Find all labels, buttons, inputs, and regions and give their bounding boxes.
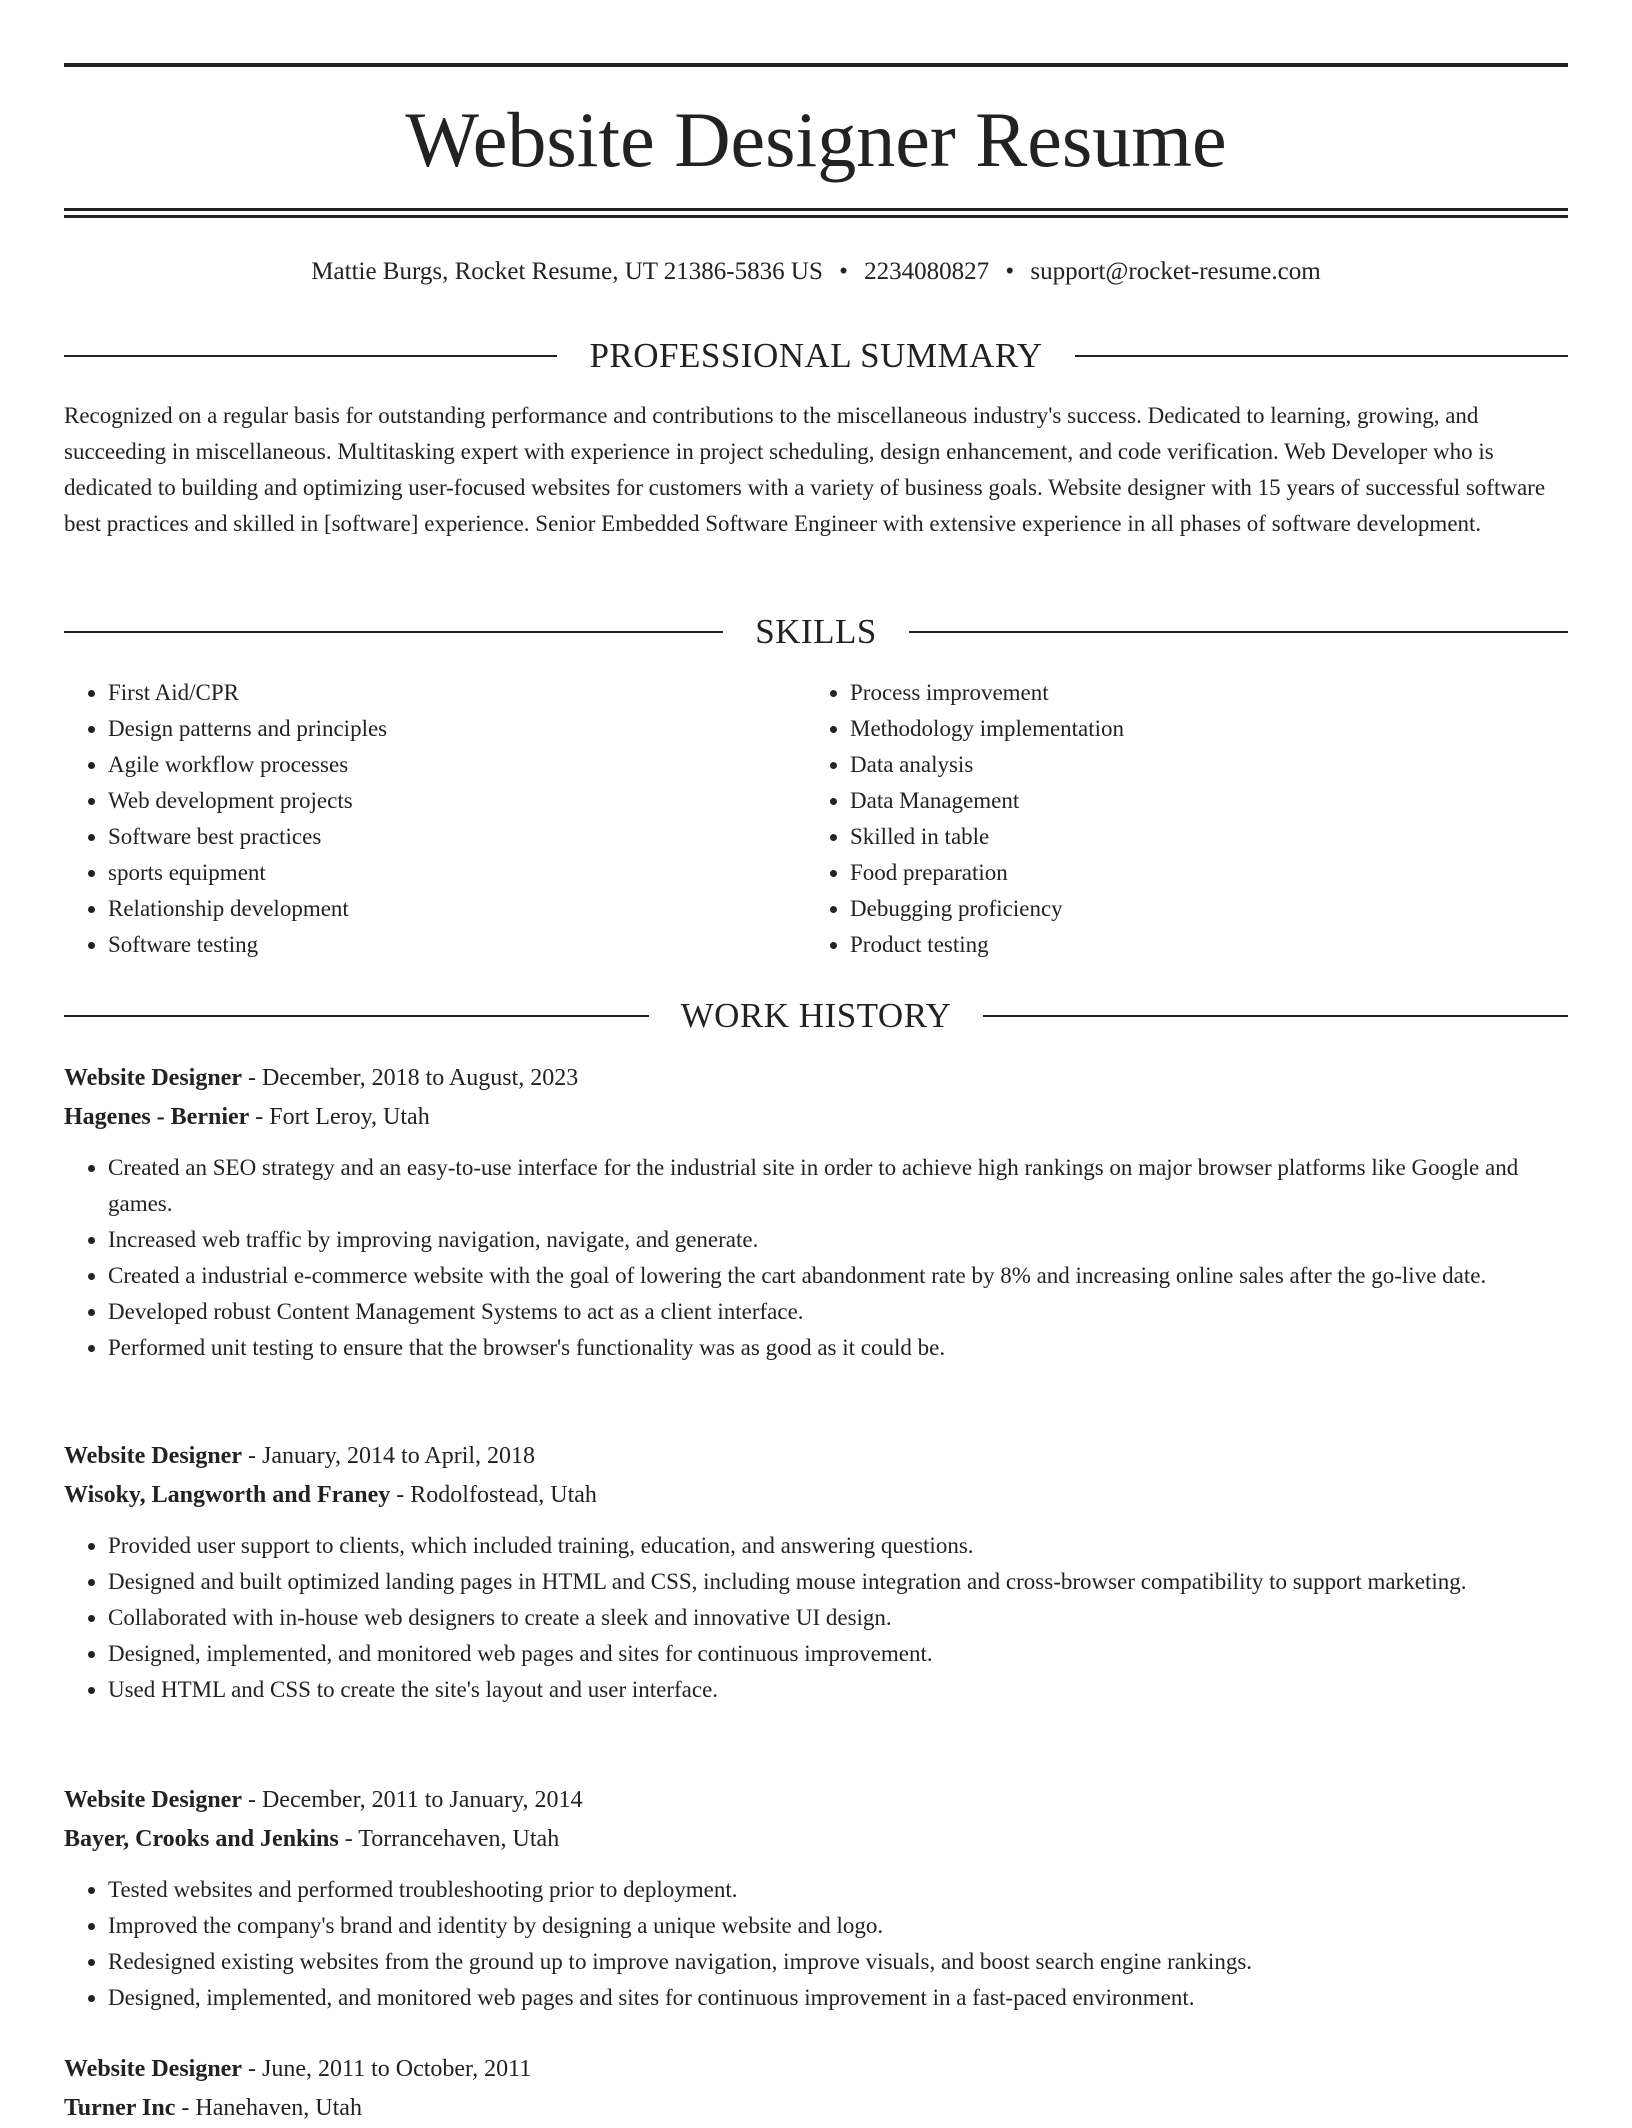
job-company: Hagenes - Bernier — [64, 1104, 250, 1130]
job-bullets — [64, 1872, 1568, 2016]
job-company-line — [64, 1098, 1568, 1137]
section-rule-left — [64, 355, 557, 357]
section-rule-right — [1075, 355, 1568, 357]
job-company-line — [64, 1476, 1568, 1515]
skill-item: • Debugging proficiency — [850, 891, 1548, 927]
job-title-line — [64, 1781, 1568, 1820]
job-location: - Hanehaven, Utah — [175, 2095, 362, 2121]
job-dates: - June, 2011 to October, 2011 — [241, 2056, 532, 2082]
skills-column-left — [64, 675, 806, 963]
contact-separator: • — [1005, 258, 1015, 285]
job-bullets — [64, 1528, 1568, 1708]
summary-text: Recognized on a regular basis for outstanding performance and contributions to the miscellaneous industry's success. Dedicated to learning, growing, and succeeding in miscellaneous. Multitasking expert with experience in project scheduling, design enhancement, and code verification. Web Developer who is dedicated to building and optimizing user-focused websites for customers with a variety of business goals. Website designer with 15 years of successful software best practices and skilled in [software] experience. Senior Embedded Software Engineer with extensive experience in all phases of software development. — [64, 403, 1546, 536]
contact-separator: • — [839, 258, 848, 285]
job-title-line — [64, 2050, 1568, 2089]
section-rule-left — [64, 631, 723, 633]
job-bullet: • Designed and built optimized landing pages in HTML and CSS, including mouse integration and cross-browser compatibility to support marketing. — [108, 1564, 1568, 1600]
job-bullet: • Increased web traffic by improving navigation, navigate, and generate. — [108, 1222, 1568, 1258]
work-section-header — [64, 996, 1568, 1036]
contact-line — [64, 254, 1568, 290]
job-title-line — [64, 1437, 1568, 1476]
top-rule — [64, 63, 1568, 67]
skill-item: • Agile workflow processes — [108, 747, 806, 783]
job-title: Website Designer — [64, 1065, 242, 1091]
job-title-line — [64, 1059, 1568, 1098]
job-company-line — [64, 1820, 1568, 1859]
job-bullet: • Created an SEO strategy and an easy-to-use interface for the industrial site in order to achieve high rankings on major browser platforms like Google and games. — [108, 1150, 1568, 1222]
job-company: Turner Inc — [64, 2095, 176, 2121]
job-location: - Fort Leroy, Utah — [249, 1104, 430, 1130]
job-dates: - December, 2018 to August, 2023 — [241, 1065, 579, 1091]
job-company: Bayer, Crooks and Jenkins — [64, 1826, 339, 1852]
job-company-line — [64, 2089, 1568, 2128]
section-rule-left — [64, 1015, 649, 1017]
job-entry — [64, 2050, 1568, 2128]
skills-section-title: SKILLS — [755, 612, 877, 651]
skill-item: • Methodology implementation — [850, 711, 1548, 747]
skill-item: • Software best practices — [108, 819, 806, 855]
job-bullet: • Developed robust Content Management Systems to act as a client interface. — [108, 1294, 1568, 1330]
job-location: - Rodolfostead, Utah — [390, 1482, 597, 1508]
summary-section-header — [64, 336, 1568, 376]
skill-item: • Design patterns and principles — [108, 711, 806, 747]
skill-item: • Data analysis — [850, 747, 1548, 783]
title-double-rule-upper — [64, 208, 1568, 211]
skills-section-header — [64, 612, 1568, 652]
contact-address: Mattie Burgs, Rocket Resume, UT 21386-5836 US — [311, 258, 823, 285]
job-entry — [64, 1437, 1568, 1708]
job-bullets — [64, 1150, 1568, 1366]
skills-list — [64, 675, 1568, 963]
page-title: Website Designer Resume — [405, 96, 1227, 183]
section-rule-right — [909, 631, 1568, 633]
job-bullet: • Tested websites and performed troubleshooting prior to deployment. — [108, 1872, 1568, 1908]
job-bullet: • Performed unit testing to ensure that the browser's functionality was as good as it could be. — [108, 1330, 1568, 1366]
job-title: Website Designer — [64, 1787, 242, 1813]
contact-email: support@rocket-resume.com — [1030, 258, 1321, 285]
title-double-rule-lower — [64, 215, 1568, 218]
work-section-title: WORK HISTORY — [680, 996, 952, 1035]
job-title: Website Designer — [64, 1443, 242, 1469]
job-bullet: • Provided user support to clients, which included training, education, and answering questions. — [108, 1528, 1568, 1564]
job-dates: - December, 2011 to January, 2014 — [241, 1787, 583, 1813]
skill-item: • Food preparation — [850, 855, 1548, 891]
section-rule-right — [983, 1015, 1568, 1017]
contact-phone: 2234080827 — [864, 258, 990, 285]
job-company: Wisoky, Langworth and Franey — [64, 1482, 391, 1508]
skill-item: • Product testing — [850, 927, 1548, 963]
job-entry — [64, 1059, 1568, 1366]
job-bullet: • Improved the company's brand and identity by designing a unique website and logo. — [108, 1908, 1568, 1944]
skill-item: • sports equipment — [108, 855, 806, 891]
skill-item: • Relationship development — [108, 891, 806, 927]
summary-section-title: PROFESSIONAL SUMMARY — [589, 336, 1043, 375]
skill-item: • Software testing — [108, 927, 806, 963]
job-bullet: • Designed, implemented, and monitored web pages and sites for continuous improvement. — [108, 1636, 1568, 1672]
job-entry — [64, 1781, 1568, 2016]
job-bullet: • Redesigned existing websites from the ground up to improve navigation, improve visuals, and boost search engine rankings. — [108, 1944, 1568, 1980]
job-bullet: • Used HTML and CSS to create the site's layout and user interface. — [108, 1672, 1568, 1708]
skill-item: • Data Management — [850, 783, 1548, 819]
skill-item: • Process improvement — [850, 675, 1548, 711]
job-bullet: • Collaborated with in-house web designers to create a sleek and innovative UI design. — [108, 1600, 1568, 1636]
job-title: Website Designer — [64, 2056, 242, 2082]
job-dates: - January, 2014 to April, 2018 — [241, 1443, 536, 1469]
skill-item: • Skilled in table — [850, 819, 1548, 855]
skill-item: • First Aid/CPR — [108, 675, 806, 711]
skills-column-right — [806, 675, 1548, 963]
job-bullet: • Designed, implemented, and monitored web pages and sites for continuous improvement in a fast-paced environment. — [108, 1980, 1568, 2016]
skill-item: • Web development projects — [108, 783, 806, 819]
job-location: - Torrancehaven, Utah — [338, 1826, 560, 1852]
job-bullet: • Created a industrial e-commerce website with the goal of lowering the cart abandonment rate by 8% and increasing online sales after the go-live date. — [108, 1258, 1568, 1294]
